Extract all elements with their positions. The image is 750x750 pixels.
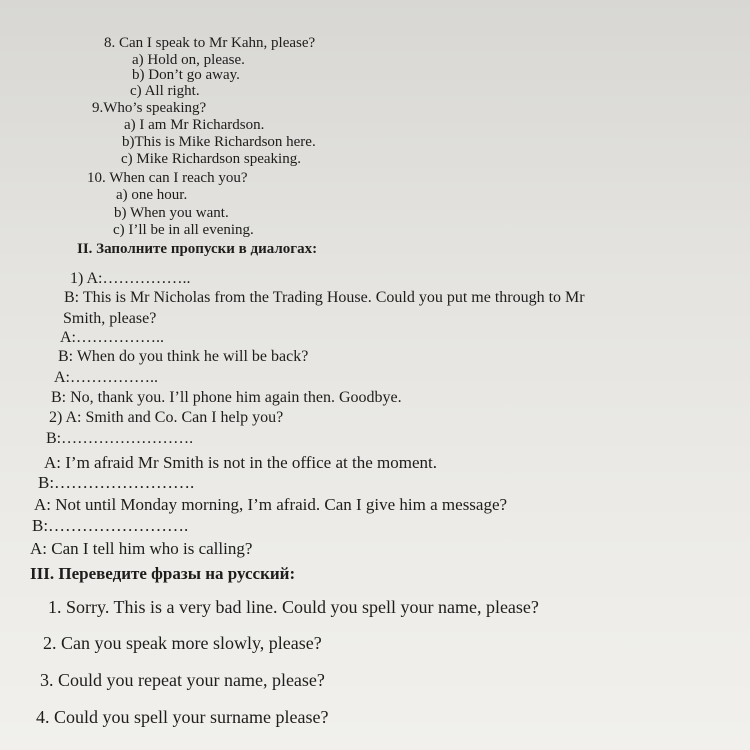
question-8-option-b: b) Don’t go away. [132, 67, 240, 83]
dialog-line: A:…………….. [60, 329, 164, 346]
dialog-line: A:…………….. [54, 369, 158, 386]
translation-item: 3. Could you repeat your name, please? [40, 670, 325, 690]
dialog-line: B:……………………. [38, 473, 195, 492]
dialog-line: Smith, please? [63, 310, 157, 327]
question-9-option-c: c) Mike Richardson speaking. [121, 151, 301, 167]
dialog-line: B:……………………. [46, 430, 194, 447]
dialog-line: 1) A:…………….. [70, 270, 191, 287]
dialog-line: A: I’m afraid Mr Smith is not in the office at the moment. [44, 453, 437, 472]
translation-item: 1. Sorry. This is a very bad line. Could you spell your name, please? [48, 597, 539, 617]
question-8: 8. Can I speak to Mr Kahn, please? [104, 35, 316, 51]
dialog-line: A: Can I tell him who is calling? [30, 539, 253, 558]
question-10-option-a: a) one hour. [116, 187, 188, 203]
question-8-option-c: c) All right. [130, 83, 200, 99]
dialog-line: B: This is Mr Nicholas from the Trading House. Could you put me through to Mr [64, 289, 585, 306]
section-3-heading: III. Переведите фразы на русский: [30, 564, 296, 583]
dialog-line: B: No, thank you. I’ll phone him again then. Goodbye. [51, 389, 402, 406]
question-10-option-b: b) When you want. [114, 205, 229, 221]
question-9-option-a: a) I am Mr Richardson. [124, 117, 265, 133]
translation-item: 4. Could you spell your surname please? [36, 707, 329, 727]
section-2-heading: II. Заполните пропуски в диалогах: [77, 241, 318, 257]
question-9: 9.Who’s speaking? [92, 100, 207, 116]
dialog-line: B:……………………. [32, 516, 189, 535]
question-8-option-a: a) Hold on, please. [132, 52, 245, 68]
question-9-option-b: b)This is Mike Richardson here. [122, 134, 316, 150]
dialog-line: B: When do you think he will be back? [58, 348, 309, 365]
question-10-option-c: c) I’ll be in all evening. [113, 222, 254, 238]
dialog-line: A: Not until Monday morning, I’m afraid. Can I give him a message? [34, 495, 508, 514]
question-10: 10. When can I reach you? [87, 170, 248, 186]
dialog-line: 2) A: Smith and Co. Can I help you? [49, 409, 284, 426]
translation-item: 2. Can you speak more slowly, please? [43, 633, 322, 653]
